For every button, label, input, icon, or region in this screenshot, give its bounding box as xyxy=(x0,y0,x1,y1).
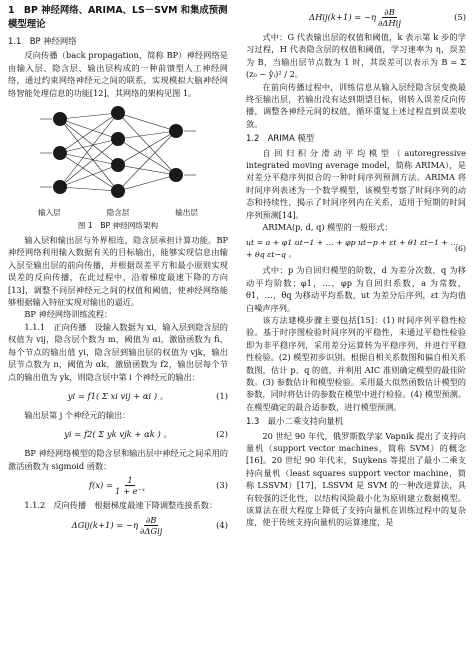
equation-4-lhs: ΔGij(k+1) = −η xyxy=(71,519,138,530)
equation-3-number: (3) xyxy=(216,480,228,491)
paragraph-symbols: 式中：G 代表输出层的权值和阈值，k 表示第 k 步的学习过程，H 代表隐含层的权值和阈值，学习速率为 η，误差为 B，当输出层节点数为 1 时，其误差可以表示为 B = Σ (z₀ − ŷᵢ)² / 2。 xyxy=(246,32,466,80)
paragraph-bp-intro: 反向传播（back propagation，简称 BP）神经网络是由输入层、隐含层、输出层构成的一种前馈型人工神经网络，通过约束网络神经元之间的联系，实现模拟大脑神经网络智能处理信息的功能[12]，其网络的架构见图 1。 xyxy=(8,50,228,98)
paragraph-arima-params: 式中：p 为自回归模型的阶数，d 为差分次数，q 为移动平均阶数；φ1，…，φp 为自回归系数，a 为常数，θ1，…，θq 为移动平均系数，ut 为差分后序列，εt 为均值白噪声序列。 xyxy=(246,265,466,313)
equation-1-body: yi = f1( Σ xi vij + αi ) 。 xyxy=(67,390,169,401)
equation-4-fraction xyxy=(140,515,162,536)
equation-4 xyxy=(8,515,228,536)
equation-4-numerator: ∂B xyxy=(145,514,157,525)
right-column xyxy=(246,4,466,529)
paragraph-back-propagation: 1.1.2 反向传播 根据梯度最速下降调整连接系数： xyxy=(24,500,218,511)
equation-2-number: (2) xyxy=(216,429,228,440)
paragraph-forward-propagation: 1.1.1 正向传播 设输入数据为 xi，输入层到隐含层的权值为 vij，隐含层个数为 m，阈值为 αi，激励函数为 fi，每个节点的输出值 yi，隐含层到输出层的权值为 vjk，输出层节点数为 n，阈值为 αk，激励函数为 f2，输出层每个节点的输出值为 yk，则隐含层中第 i 个神经元的输出： xyxy=(8,321,228,382)
equation-2 xyxy=(8,424,228,444)
equation-5-denominator: ∂ΔHij xyxy=(378,18,401,28)
input-layer-label: 输入层 xyxy=(38,208,61,218)
network-nodes xyxy=(53,106,183,198)
output-layer-label: 输出层 xyxy=(175,208,198,218)
equation-1 xyxy=(8,386,228,406)
equation-1-number: (1) xyxy=(216,390,228,401)
equation-5-lhs: ΔHij(k+1) = −η xyxy=(309,12,376,23)
subsection-heading-arima: 1.2 ARIMA 模型 xyxy=(246,133,315,144)
equation-3 xyxy=(8,475,228,496)
equation-2-body: yi = f2( Σ yk vjk + αk ) 。 xyxy=(64,429,172,440)
section-heading: 1 BP 神经网络、ARIMA、LS－SVM 和集成预测模型理论 xyxy=(8,5,228,30)
left-column xyxy=(8,4,228,539)
equation-3-numerator: 1 xyxy=(127,475,133,486)
hidden-layer-label: 隐含层 xyxy=(106,208,130,218)
paragraph-sigmoid: BP 神经网络模型的隐含层和输出层中神经元之间采用的激活函数为 sigmoid 函数： xyxy=(8,448,228,471)
equation-5-number: (5) xyxy=(454,12,466,23)
equation-4-number: (4) xyxy=(216,519,228,530)
paragraph-arima-steps: 该方法建模步骤主要包括[15]：(1) 时间序列平稳性检验。基于时序图检验时间序列的平稳性，未通过平稳性检验即为非平稳序列，采用差分运算转为平稳序列，并进行平稳性检验。(2) 模型初步识别。根据自相关系数图和偏自相关系数图，估计 p、q 的值，并利用 AIC 准则确定模型的最佳阶数。(3) 参数估计和模型检验。采用最大似然函数估计模型的参数，同时将估计的参数在模型中进行检验。(4) 模型预测。在模型确定的最合适参数，进行模型预测。 xyxy=(246,314,466,412)
equation-5 xyxy=(246,7,466,28)
figure-bp-architecture xyxy=(8,103,228,231)
layer-labels xyxy=(38,208,198,218)
paragraph-bp-layers: 输入层和输出层与外界相连，隐含层承担计算功能。BP 神经网络利用输入数据有关的目标输出，能够实现信息由输入层至输出层的前向传播，并根据误差平方和最小原则实现误差的反向传播，在此过程中，沿着梯度最速下降的方向[13]，调整不同层神经元之间的权值和阈值，使神经网络能够根据输入特征实现对输出的逼近。 xyxy=(8,235,228,308)
paragraph-bp-flow: BP 神经网络训练流程： xyxy=(24,309,113,320)
equation-3-fraction xyxy=(115,475,145,496)
equation-4-denominator: ∂ΔGij xyxy=(140,525,163,536)
paragraph-arima-form: ARIMA(p, d, q) 模型的一般形式： xyxy=(262,222,393,233)
equation-5-numerator: ∂B xyxy=(384,7,395,17)
subsection-heading-bp: 1.1 BP 神经网络 xyxy=(8,36,77,46)
equation-3-denominator: 1 + e⁻ˣ xyxy=(115,486,146,497)
paragraph-output-neuron: 输出层第 j 个神经元的输出： xyxy=(24,409,131,420)
bp-network-diagram xyxy=(38,103,198,207)
paragraph-lssvm-intro: 20 世纪 90 年代，俄罗斯数学家 Vapnik 提出了支持向量机（support vector machines，简称 SVM）的概念[16]。20 世纪 90 年代末，Suykens 等提出了最小二乘支持向量机（least squares support vector machine，简称 LSSVM）[17]，LSSVM 是 SVM 的一种改进算法，具有较强的泛化性，以结构风险最小化为原则建立数据模型。该算法在很大程度上降低了支持向量机在训练过程中的复杂度，使于传统支持向量机的运算速度，是 xyxy=(246,430,466,528)
equation-6-number: (6) xyxy=(454,243,466,253)
equation-3-lhs: f(x) = xyxy=(88,480,113,491)
subsection-heading-lssvm: 1.3 最小二乘支持向量机 xyxy=(246,416,344,427)
paragraph-training-loop: 在前向传播过程中，训练信息从输入层经隐含层变换最终至输出层，若输出没有达到期望目标，则转入误差反向传播，调整各神经元间的权值，循环重复上述过程直到误差收敛。 xyxy=(246,81,466,129)
equation-6 xyxy=(246,237,466,262)
figure-caption: 图 1 BP 神经网络架构 xyxy=(77,221,159,231)
equation-5-fraction xyxy=(378,7,401,28)
equation-6-body: ut = a + φ1 ut−1 + … + φp ut−p + εt + θ1 εt−1 + … + θq εt−q 。 xyxy=(246,237,459,259)
paragraph-arima-intro: 自回归积分滑动平均模型（autoregressive integrated moving average model，简称 ARIMA），是对差分平稳序列拟合的一种时间序列预测方法。ARIMA 将时间序列表述为一个数学模型，该模型考察了时间序列的动态和持续性，揭示了时间序列内在关系，适用于短期的时间序列预测[14]。 xyxy=(246,147,466,220)
